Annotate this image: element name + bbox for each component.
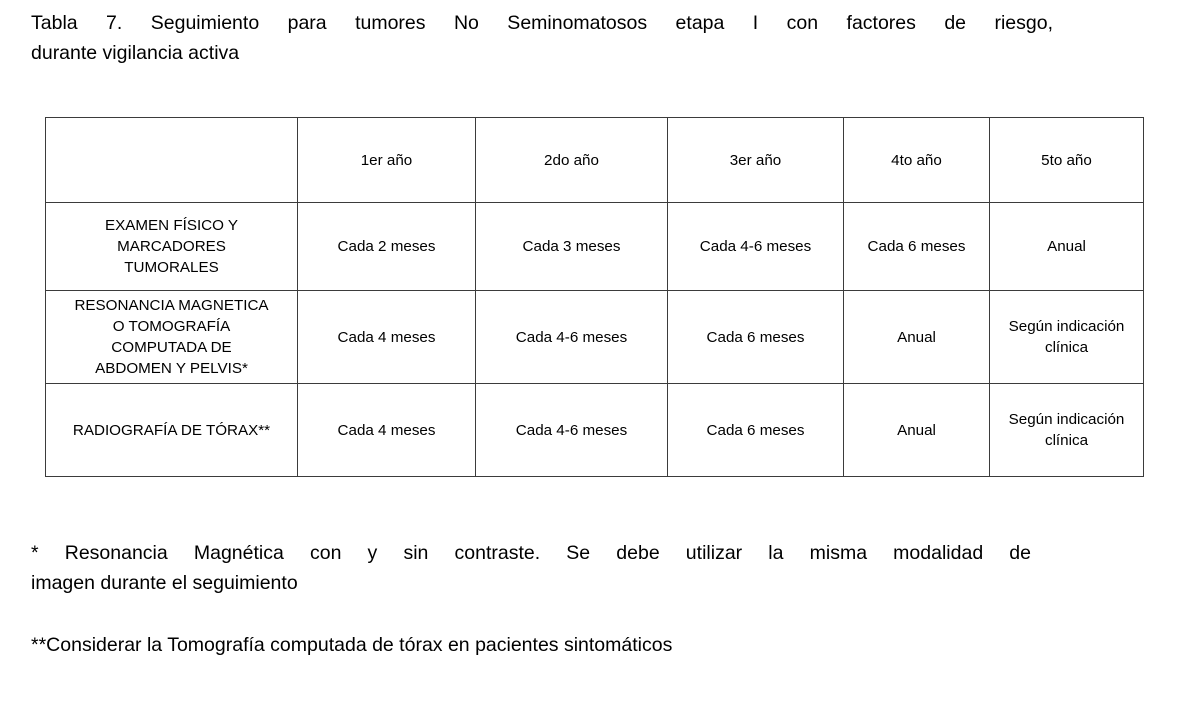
row-label-examen-fisico-marcadores-tumorales <box>46 203 298 291</box>
followup-schedule-table <box>45 117 1144 477</box>
header-cell-year-2: 2do año <box>476 118 668 203</box>
row-label-line: RESONANCIA MAGNETICA <box>74 297 269 314</box>
table-caption-line-2: durante vigilancia activa <box>31 42 240 64</box>
cell-radiografia-year-5: Según indicación clínica <box>990 384 1144 477</box>
cell-radiografia-year-2: Cada 4-6 meses <box>476 384 668 477</box>
cell-examen-fisico-year-5: Anual <box>990 203 1144 291</box>
row-label-line: O TOMOGRAFÍA <box>112 318 231 335</box>
table-row <box>46 203 1144 291</box>
cell-resonancia-year-5: Según indicación clínica <box>990 291 1144 384</box>
cell-examen-fisico-year-1: Cada 2 meses <box>298 203 476 291</box>
row-label-line: EXAMEN FÍSICO Y <box>104 217 239 234</box>
header-cell-year-5: 5to año <box>990 118 1144 203</box>
cell-resonancia-year-3: Cada 6 meses <box>668 291 844 384</box>
row-label-line: TUMORALES <box>124 259 219 276</box>
cell-examen-fisico-year-3: Cada 4-6 meses <box>668 203 844 291</box>
cell-resonancia-year-2: Cada 4-6 meses <box>476 291 668 384</box>
cell-resonancia-year-4: Anual <box>844 291 990 384</box>
table-row <box>46 384 1144 477</box>
cell-resonancia-year-1: Cada 4 meses <box>298 291 476 384</box>
table-header-row <box>46 118 1144 203</box>
header-cell-procedure <box>46 118 298 203</box>
row-label-radiografia-torax <box>46 384 298 477</box>
footnote-single-asterisk <box>31 538 1031 598</box>
cell-examen-fisico-year-4: Cada 6 meses <box>844 203 990 291</box>
row-label-resonancia-tomografia-abdomen-pelvis <box>46 291 298 384</box>
table-caption <box>31 8 1053 68</box>
followup-table-container <box>45 117 1143 477</box>
row-label-line: COMPUTADA DE <box>111 339 232 356</box>
row-label-line: ABDOMEN Y PELVIS* <box>95 360 248 377</box>
footnote-single-asterisk-line-1: * Resonancia Magnética con y sin contraste. Se debe utilizar la misma modalidad de <box>31 542 1031 564</box>
footnote-single-asterisk-line-2: imagen durante el seguimiento <box>31 572 298 594</box>
table-row <box>46 291 1144 384</box>
row-label-line: RADIOGRAFÍA DE TÓRAX** <box>72 421 271 439</box>
cell-radiografia-year-4: Anual <box>844 384 990 477</box>
cell-radiografia-year-1: Cada 4 meses <box>298 384 476 477</box>
table-caption-line-1: Tabla 7. Seguimiento para tumores No Seminomatosos etapa I con factores de riesgo, <box>31 12 1053 34</box>
header-cell-year-3: 3er año <box>668 118 844 203</box>
cell-radiografia-year-3: Cada 6 meses <box>668 384 844 477</box>
header-cell-year-1: 1er año <box>298 118 476 203</box>
header-cell-year-4: 4to año <box>844 118 990 203</box>
cell-examen-fisico-year-2: Cada 3 meses <box>476 203 668 291</box>
footnote-double-asterisk: **Considerar la Tomografía computada de tórax en pacientes sintomáticos <box>31 634 673 656</box>
row-label-line: MARCADORES <box>117 238 226 255</box>
